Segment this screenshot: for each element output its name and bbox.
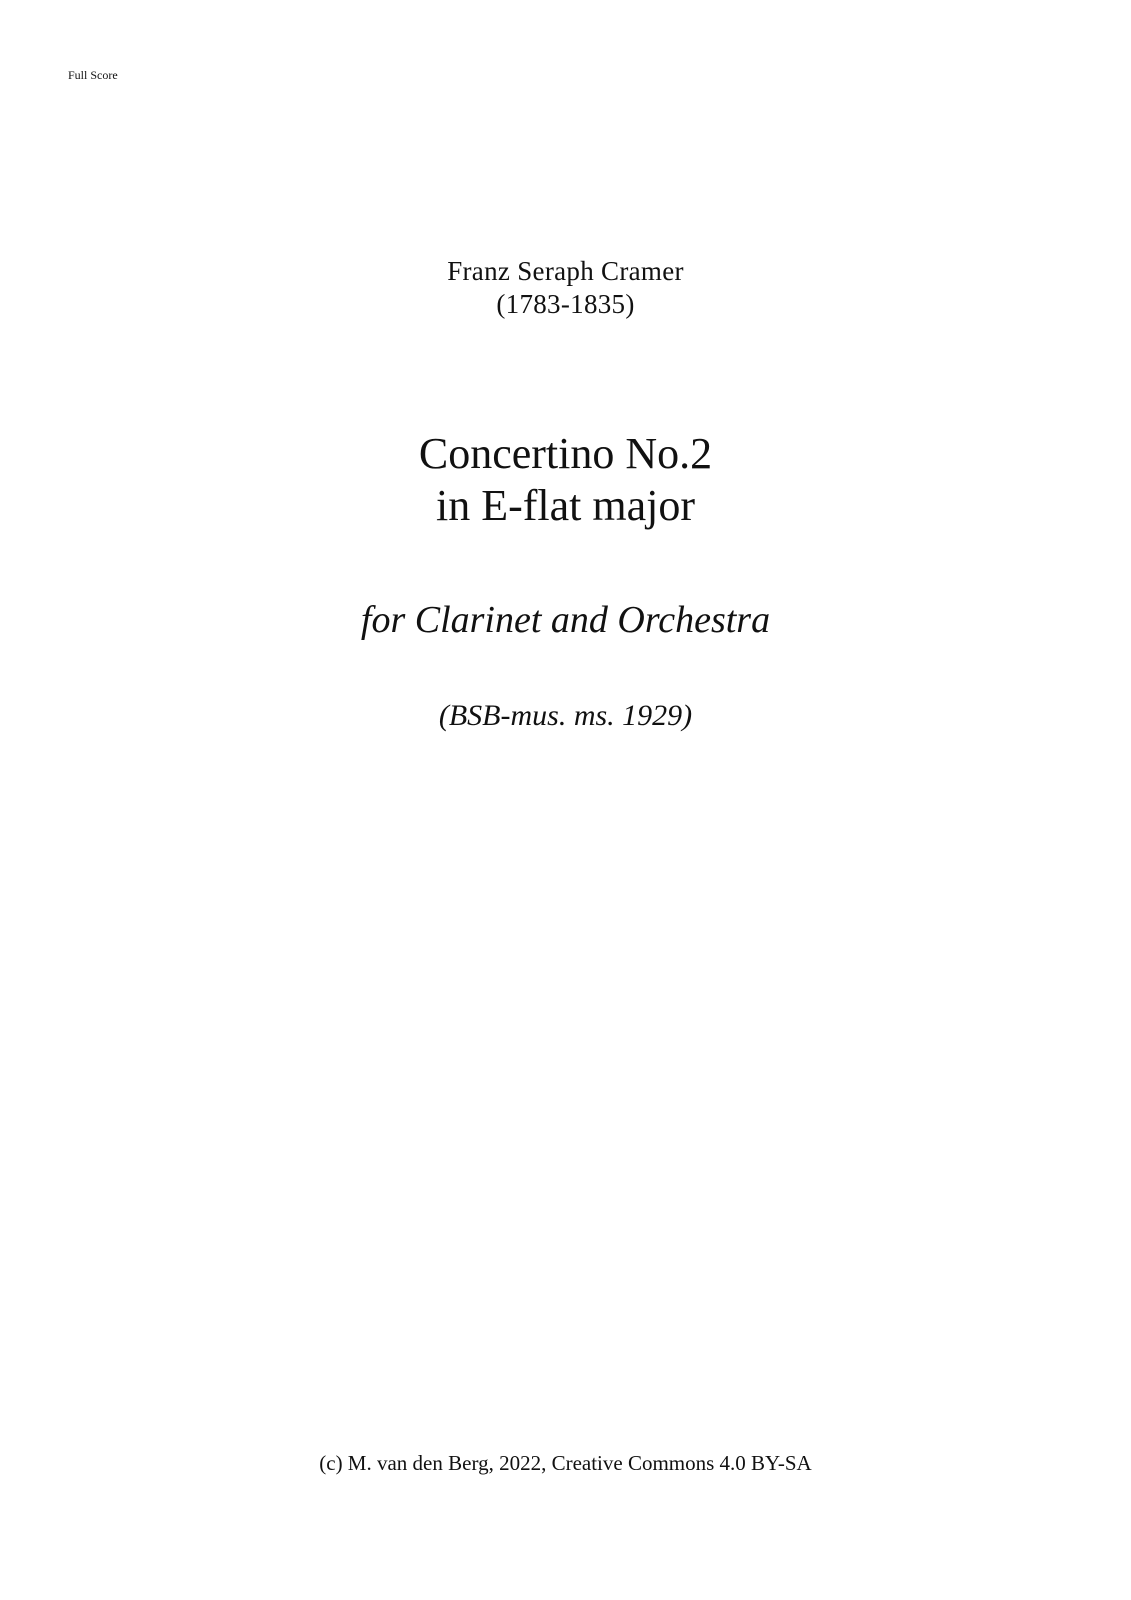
composer-name: Franz Seraph Cramer [447, 256, 684, 286]
title-line-1: Concertino No.2 [418, 429, 713, 478]
title-line-2: in E-flat major [435, 481, 695, 530]
copyright-notice: (c) M. van den Berg, 2022, Creative Commons 4.0 BY-SA [319, 1451, 812, 1475]
composer-dates: (1783-1835) [496, 289, 635, 319]
instrumentation-subtitle: for Clarinet and Orchestra [360, 599, 771, 641]
catalog-reference: (BSB-mus. ms. 1929) [438, 699, 693, 732]
score-type-label: Full Score [68, 68, 118, 82]
page-title [0, 428, 1131, 532]
composer-block [0, 255, 1131, 321]
